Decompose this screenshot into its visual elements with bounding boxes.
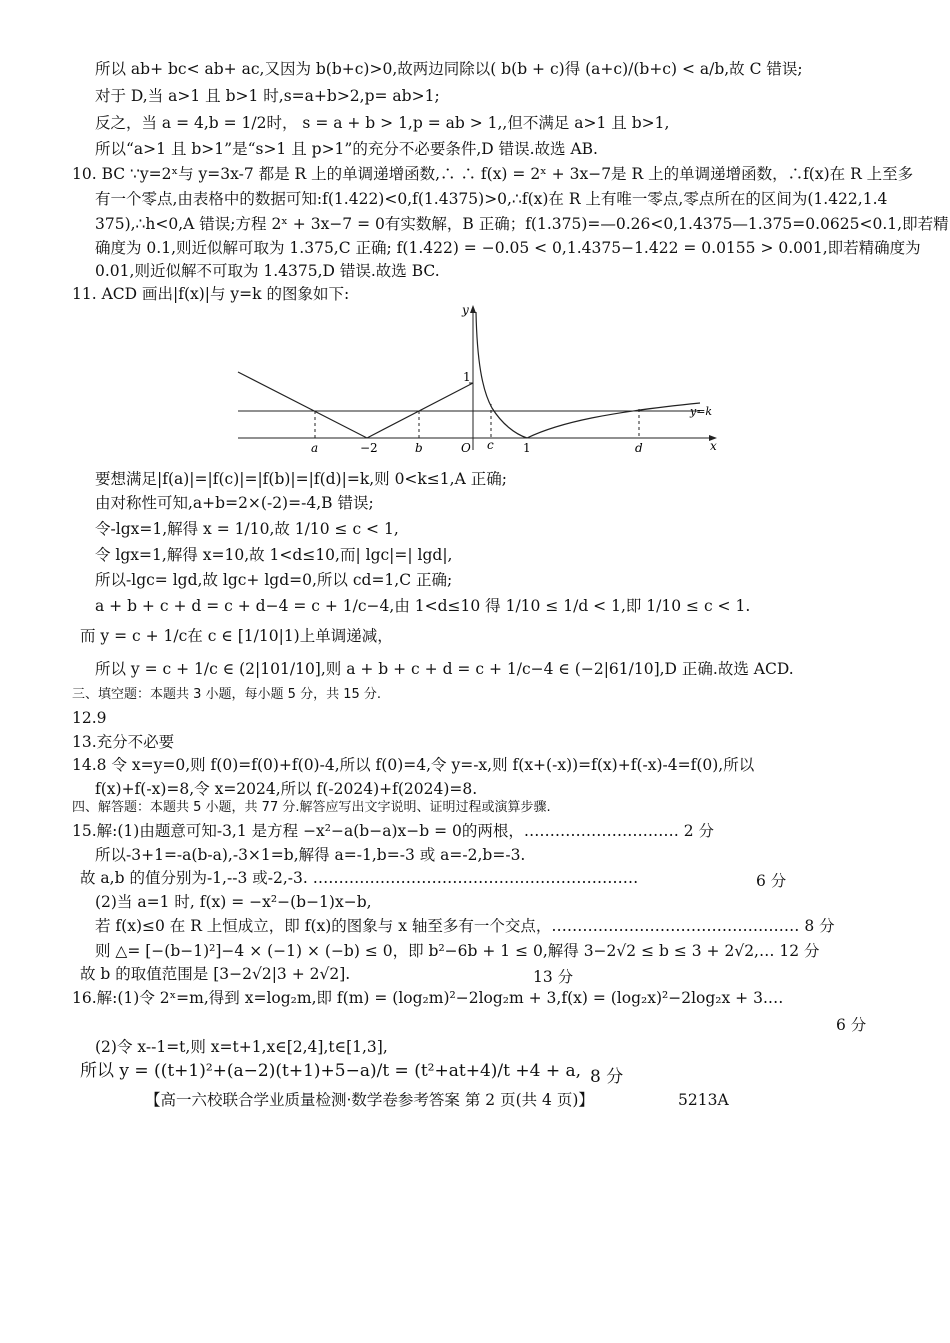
- text-line: 375),∴h<0,A 错误;方程 2ˣ + 3x−7 = 0有实数解，B 正确；f(1.375)=—0.26<0,1.4375—1.375=0.0625<0.1,即若精: [95, 215, 949, 233]
- text-line: 令-lgx=1,解得 x = 1/10,故 1/10 ≤ c < 1,: [95, 520, 399, 538]
- text-line: 故 b 的取值范围是 [3−2√2|3 + 2√2].: [80, 965, 351, 983]
- section-heading: 三、填空题：本题共 3 小题，每小题 5 分，共 15 分.: [72, 687, 382, 702]
- label-one-y: 1: [463, 370, 471, 384]
- section-heading: 四、解答题：本题共 5 小题，共 77 分.解答应写出文字说明、证明过程或演算步骤.: [72, 800, 551, 815]
- score-mark: 6 分: [756, 872, 787, 890]
- function-graph: [230, 300, 730, 460]
- label-yk: y=k: [690, 405, 713, 418]
- curve-left-v: [238, 372, 473, 438]
- curve-pos-log: [527, 403, 700, 438]
- score-mark: 8 分: [590, 1067, 624, 1087]
- text-line: 有一个零点,由表格中的数据可知:f(1.422)<0,f(1.4375)>0,∴f(x)在 R 上有唯一零点,零点所在的区间为(1.422,1.4: [95, 190, 888, 208]
- text-line: 反之，当 a = 4,b = 1/2时， s = a + b > 1,p = ab > 1,,但不满足 a>1 且 b>1,: [95, 114, 670, 132]
- text-line: 对于 D,当 a>1 且 b>1 时,s=a+b>2,p= ab>1;: [95, 87, 440, 105]
- text-line: 13.充分不必要: [72, 733, 175, 751]
- score-mark: 13 分: [533, 968, 574, 986]
- text-line: 所以-lgc= lgd,故 lgc+ lgd=0,所以 cd=1,C 正确;: [95, 571, 453, 589]
- text-line: 若 f(x)≤0 在 R 上恒成立，即 f(x)的图象与 x 轴至多有一个交点，………………………………………… 8 分: [95, 917, 835, 935]
- text-line: (2)令 x--1=t,则 x=t+1,x∈[2,4],t∈[1,3],: [95, 1038, 388, 1056]
- y-axis-arrow: [470, 305, 476, 313]
- label-origin: O: [461, 441, 471, 455]
- label-neg2: −2: [360, 441, 378, 455]
- text-line: 15.解:(1)由题意可知-3,1 是方程 −x²−a(b−a)x−b = 0的两根，………………………… 2 分: [72, 822, 715, 840]
- text-line: 而 y = c + 1/c在 c ∈ [1/10|1)上单调递减，: [80, 627, 393, 645]
- label-a: a: [311, 441, 319, 455]
- label-1: 1: [523, 441, 531, 455]
- text-line: 由对称性可知,a+b=2×(-2)=-4,B 错误;: [95, 494, 374, 512]
- text-line: 所以“a>1 且 b>1”是“s>1 且 p>1”的充分不必要条件,D 错误.故选 AB.: [95, 140, 598, 158]
- footer-code: 5213A: [678, 1091, 729, 1109]
- label-d: d: [635, 441, 643, 455]
- text-line: 11. ACD 画出|f(x)|与 y=k 的图象如下:: [72, 285, 350, 303]
- text-line: 0.01,则近似解不可取为 1.4375,D 错误.故选 BC.: [95, 262, 440, 280]
- text-line: 要想满足|f(a)|=|f(c)|=|f(b)|=|f(d)|=k,则 0<k≤1,A 正确;: [95, 470, 507, 488]
- text-line: 令 lgx=1,解得 x=10,故 1<d≤10,而| lgc|=| lgd|,: [95, 546, 453, 564]
- text-line: 故 a,b 的值分别为-1,--3 或-2,-3. ………………………………………………………: [80, 869, 639, 887]
- text-line: (2)当 a=1 时, f(x) = −x²−(b−1)x−b,: [95, 893, 372, 911]
- label-y: y: [462, 303, 469, 317]
- label-x: x: [710, 439, 717, 453]
- footer-title: 【高一六校联合学业质量检测·数学卷参考答案 第 2 页(共 4 页)】: [145, 1091, 594, 1109]
- text-line: 10. BC ∵y=2ˣ与 y=3x-7 都是 R 上的单调递增函数,∴ ∴ f(x) = 2ˣ + 3x−7是 R 上的单调递增函数，∴f(x)在 R 上至多: [72, 165, 914, 183]
- text-line: 确度为 0.1,则近似解可取为 1.375,C 正确; f(1.422) = −0.05 < 0,1.4375−1.422 = 0.0155 > 0.001,即若精确度为: [95, 239, 921, 257]
- text-line: 所以-3+1=-a(b-a),-3×1=b,解得 a=-1,b=-3 或 a=-2,b=-3.: [95, 846, 526, 864]
- text-line: 所以 y = c + 1/c ∈ (2|101/10],则 a + b + c + d = c + 1/c−4 ∈ (−2|61/10],D 正确.故选 ACD.: [95, 660, 794, 678]
- score-mark: 6 分: [836, 1016, 867, 1034]
- text-line: 所以 ab+ bc< ab+ ac,又因为 b(b+c)>0,故两边同除以( b(b + c)得 (a+c)/(b+c) < a/b,故 C 错误;: [95, 60, 803, 78]
- label-c: c: [487, 438, 494, 452]
- text-line: 12.9: [72, 709, 107, 727]
- curve-neg-log: [476, 312, 527, 438]
- text-line: 16.解:(1)令 2ˣ=m,得到 x=log₂m,即 f(m) = (log₂m)²−2log₂m + 3,f(x) = (log₂x)²−2log₂x + 3.…: [72, 989, 784, 1007]
- text-line: a + b + c + d = c + d−4 = c + 1/c−4,由 1<d≤10 得 1/10 ≤ 1/d < 1,即 1/10 ≤ c < 1.: [95, 597, 751, 615]
- text-line: 则 △= [−(b−1)²]−4 × (−1) × (−b) ≤ 0，即 b²−6b + 1 ≤ 0,解得 3−2√2 ≤ b ≤ 3 + 2√2,… 12 分: [95, 942, 820, 960]
- text-line: 14.8 令 x=y=0,则 f(0)=f(0)+f(0)-4,所以 f(0)=4,令 y=-x,则 f(x+(-x))=f(x)+f(-x)-4=f(0),所以: [72, 756, 755, 774]
- label-b: b: [415, 441, 423, 455]
- text-line: f(x)+f(-x)=8,令 x=2024,所以 f(-2024)+f(2024)=8.: [95, 780, 478, 798]
- text-line: 所以 y = ((t+1)²+(a−2)(t+1)+5−a)/t = (t²+at+4)/t +4 + a,: [80, 1061, 582, 1081]
